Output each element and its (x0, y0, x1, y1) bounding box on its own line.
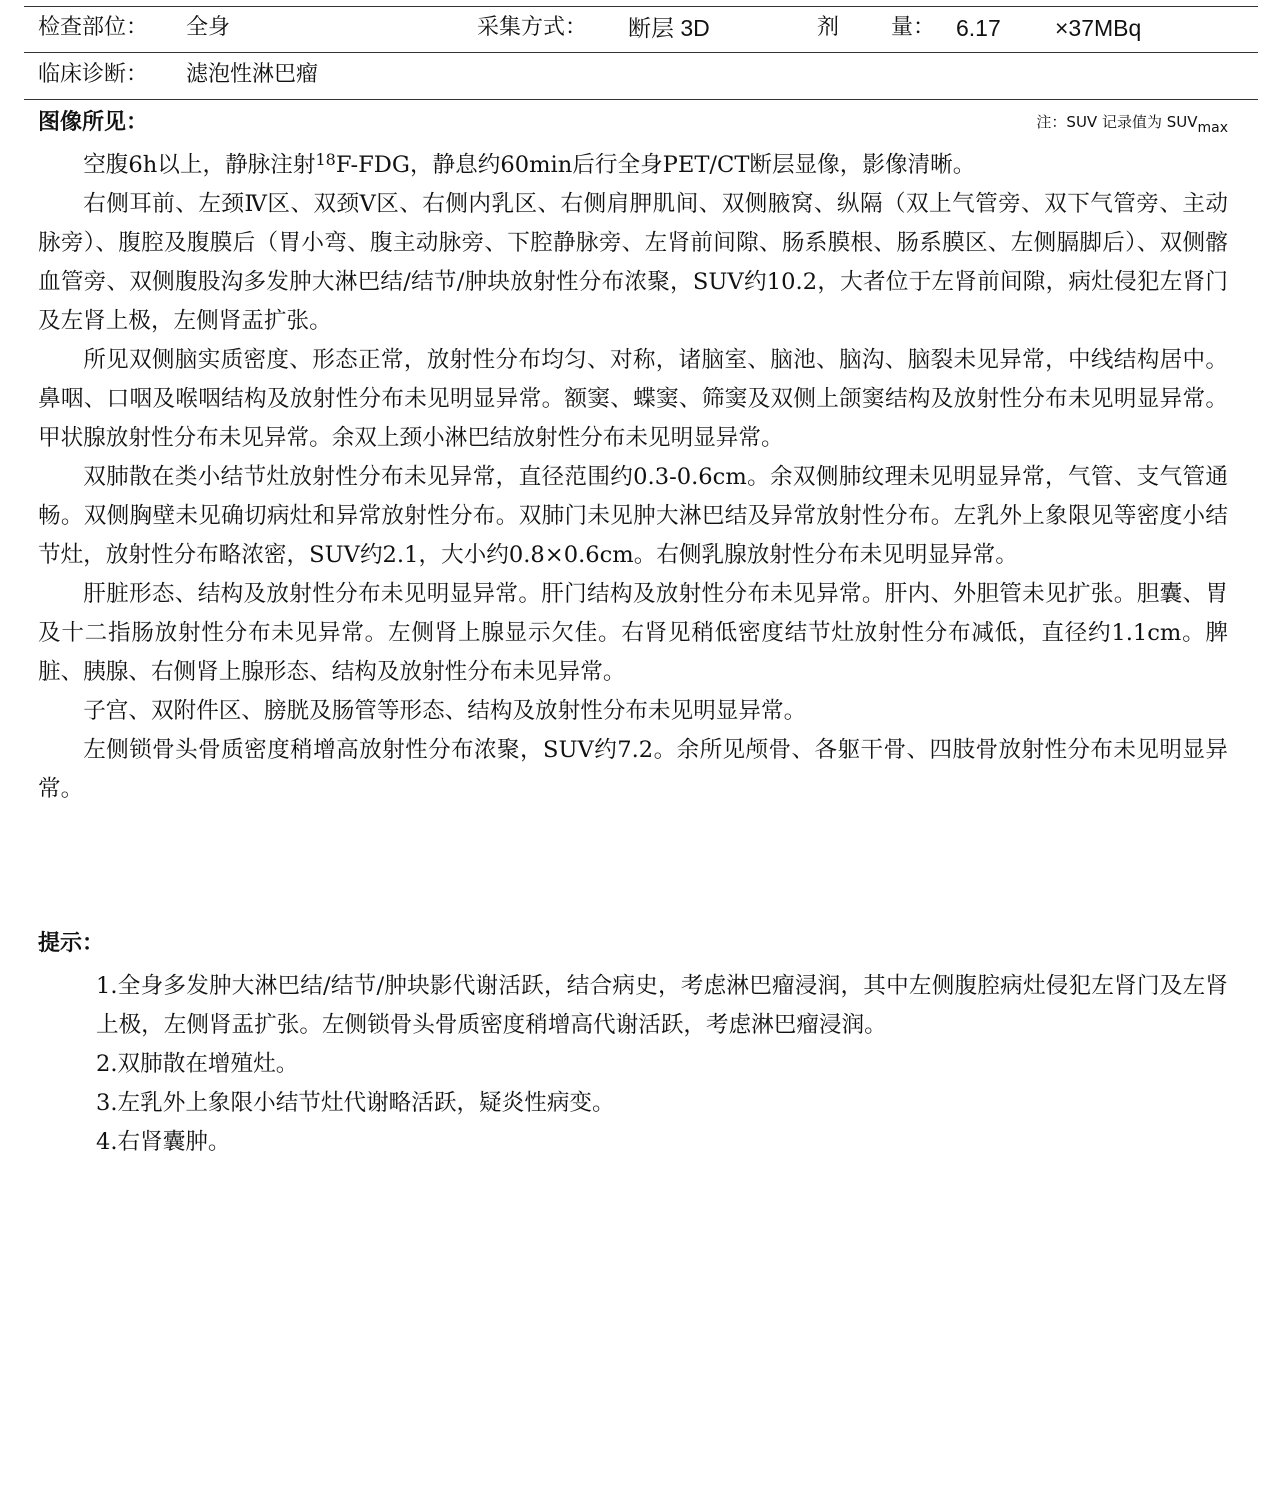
dose-label-part2: 量： (891, 15, 936, 40)
method-label: 采集方式： (477, 15, 588, 40)
findings-paragraph: 所见双侧脑实质密度、形态正常，放射性分布均匀、对称，诸脑室、脑池、脑沟、脑裂未见异常，中线结构居中。鼻咽、口咽及喉咽结构及放射性分布未见明显异常。额窦、蝶窦、筛窦及双侧上颌窦结构及放射性分布未见明显异常。甲状腺放射性分布未见异常。余双上颈小淋巴结放射性分布未见明显异常。 (38, 347, 1228, 451)
method-value: 断层 3D (628, 15, 710, 41)
dose-label-part1: 剂 (817, 15, 840, 40)
hint-item: 2.双肺散在增殖灶。 (96, 1051, 299, 1077)
dose-value: 6.17 (956, 15, 1001, 41)
hint-item: 1.全身多发肿大淋巴结/结节/肿块影代谢活跃，结合病史，考虑淋巴瘤浸润，其中左侧腹腔病灶侵犯左肾门及左肾上极，左侧肾盂扩张。左侧锁骨头骨质密度稍增高代谢活跃，考虑淋巴瘤浸润。 (96, 973, 1228, 1038)
findings-paragraph: 肝脏形态、结构及放射性分布未见明显异常。肝门结构及放射性分布未见异常。肝内、外胆管未见扩张。胆囊、胃及十二指肠放射性分布未见异常。左侧肾上腺显示欠佳。右肾见稍低密度结节灶放射性分布减低，直径约1.1cm。脾脏、胰腺、右侧肾上腺形态、结构及放射性分布未见异常。 (38, 581, 1228, 685)
dose-unit: ×37MBq (1055, 15, 1142, 41)
top-rule (24, 6, 1258, 7)
findings-paragraph (38, 146, 1228, 185)
isotope-superscript: 18 (315, 150, 336, 169)
suv-note (1036, 110, 1228, 134)
suv-note-text: 注：SUV 记录值为 SUV (1036, 113, 1198, 131)
findings-paragraph: 子宫、双附件区、膀胱及肠管等形态、结构及放射性分布未见明显异常。 (83, 698, 807, 724)
findings-body (38, 146, 1228, 809)
diagnosis-label: 临床诊断： (38, 62, 149, 87)
hint-item: 4.右肾囊肿。 (96, 1129, 231, 1155)
hints-title: 提示： (38, 931, 105, 956)
findings-paragraph: 右侧耳前、左颈Ⅳ区、双颈Ⅴ区、右侧内乳区、右侧肩胛肌间、双侧腋窝、纵隔（双上气管旁、双下气管旁、主动脉旁）、腹腔及腹膜后（胃小弯、腹主动脉旁、下腔静脉旁、左肾前间隙、肠系膜根、肠系膜区、左侧膈脚后）、双侧髂血管旁、双侧腹股沟多发肿大淋巴结/结节/肿块放射性分布浓聚，SUV约10.2，大者位于左肾前间隙，病灶侵犯左肾门及左肾上极，左侧肾盂扩张。 (38, 191, 1228, 334)
exam-site-value: 全身 (186, 15, 231, 40)
suv-note-subscript: max (1197, 120, 1228, 136)
middle-rule (24, 52, 1258, 53)
findings-p1-end: F-FDG，静息约60min后行全身PET/CT断层显像，影像清晰。 (335, 152, 976, 178)
hints-list (96, 967, 1228, 1162)
diagnosis-value: 滤泡性淋巴瘤 (186, 62, 319, 87)
exam-site-label: 检查部位： (38, 15, 149, 40)
findings-p1-start: 空腹6h以上，静脉注射 (83, 152, 316, 178)
findings-title: 图像所见： (38, 110, 149, 135)
findings-paragraph: 左侧锁骨头骨质密度稍增高放射性分布浓聚，SUV约7.2。余所见颅骨、各躯干骨、四肢骨放射性分布未见明显异常。 (38, 737, 1228, 802)
hint-item: 3.左乳外上象限小结节灶代谢略活跃，疑炎性病变。 (96, 1090, 615, 1116)
section-rule (24, 99, 1258, 100)
findings-paragraph: 双肺散在类小结节灶放射性分布未见异常，直径范围约0.3-0.6cm。余双侧肺纹理未见明显异常，气管、支气管通畅。双侧胸壁未见确切病灶和异常放射性分布。双肺门未见肿大淋巴结及异常放射性分布。左乳外上象限见等密度小结节灶，放射性分布略浓密，SUV约2.1，大小约0.8×0.6cm。右侧乳腺放射性分布未见明显异常。 (38, 464, 1228, 568)
